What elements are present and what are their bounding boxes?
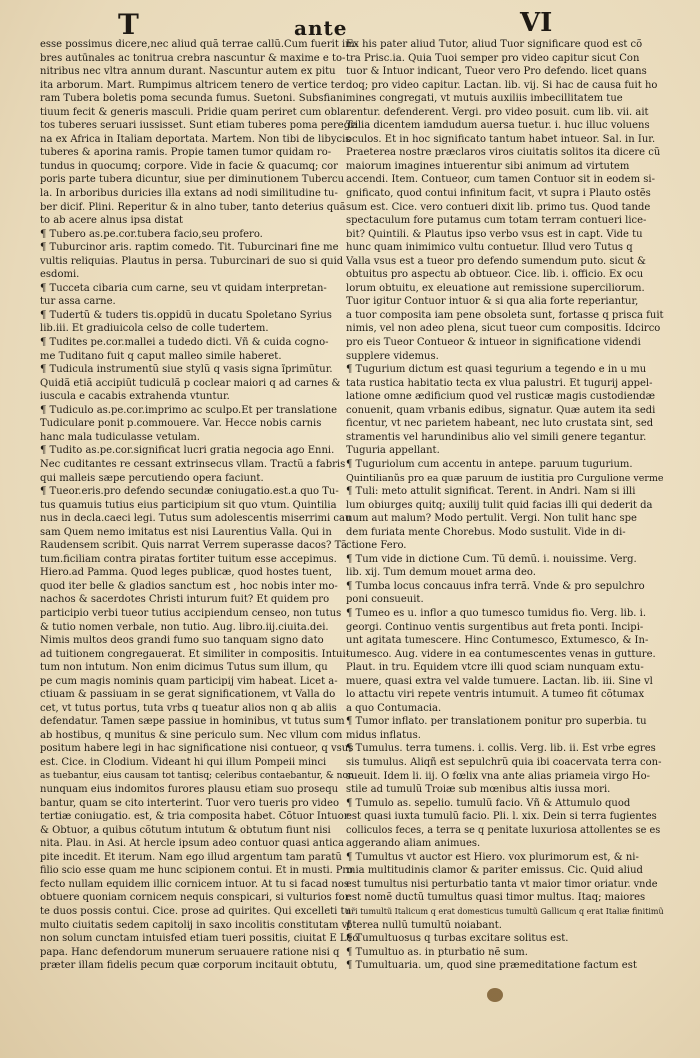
- text-line: & tutio nomen verbale, non tutio. Aug. libro.iij.ciuita.dei.: [40, 621, 329, 633]
- text-line: tos tuberes seruari iussisset. Sunt etiam tuberes poma peregri: [40, 120, 358, 132]
- text-line: ram Tubera boletis poma secunda fumus. Suetoni. Subsfiani: [40, 93, 346, 105]
- text-line: stile ad tumulũ Troiæ sub mœnibus altis iussa mori.: [346, 784, 611, 796]
- text-line: me Tuditano fuit q caput malleo simile haberet.: [40, 350, 282, 362]
- text-line: iuscula e cacabis extrahenda vtuntur.: [40, 391, 230, 403]
- text-line: nitribus nec vltra annum durant. Nascuntur autem ex pitu: [40, 66, 336, 78]
- text-line: Tudiculare ponit p.commouere. Var. Hecce nobis carnis: [40, 418, 322, 430]
- text-line: ¶ Tucceta cibaria cum carne, seu vt quidam interpretan-: [40, 282, 327, 294]
- text-line: tuor & Intuor indicant, Tueor vero Pro defendo. licet quans: [346, 66, 647, 78]
- text-line: vultis reliquias. Plautus in persa. Tuburcinari de suo si quid: [40, 255, 344, 267]
- text-line: to ab acere alnus ipsa distat: [40, 215, 184, 227]
- text-line: stramentis vel harundinibus alio vel simili genere tegantur.: [346, 431, 647, 443]
- text-line: pite incedit. Et iterum. Nam ego illud argentum tam paratũ: [40, 851, 342, 863]
- header-letter-right: VI: [520, 8, 553, 38]
- text-line: ad tuitionem congregauerat. Et similiter in compositis. Intui-: [40, 648, 350, 660]
- text-line: tum.ficiliam contra piratas fortiter tuitum esse accepimus.: [40, 553, 337, 565]
- text-line: nunquam eius indomitos furores plausu etiam suo prosequ: [40, 784, 339, 796]
- left-text-column: [40, 38, 358, 973]
- text-line: tus quamuis tutius eius participium sit quo vtum. Quintilia: [40, 499, 337, 511]
- text-line: gnificato, quod contui infinitum facit, vt supra i Plauto ostẽs: [346, 188, 651, 200]
- text-line: est tumultus nisi perturbatio tanta vt maior timor oriatur. vnde: [346, 878, 658, 890]
- text-line: nachos & sacerdotes Christi inturum fuit? Et quidem pro: [40, 594, 330, 606]
- text-line: lorum obtuitu, ex eleuatione aut remissione superciliorum.: [346, 282, 645, 294]
- text-line: supplere videmus.: [346, 350, 439, 362]
- text-line: sueuit. Idem li. iij. O fœlix vna ante alias priameia virgo Ho-: [346, 770, 651, 782]
- text-line: Quidã etiã accipiũt tudiculã p coclear maiori q ad carnes &: [40, 377, 341, 389]
- text-line: lib.iii. Et gradiuicola celso de colle tudertem.: [40, 323, 269, 335]
- text-line: obtuitus pro aspectu ab obtueor. Cice. lib. i. officio. Ex ocu: [346, 269, 644, 281]
- text-line: na ex Africa in Italiam deportata. Martem. Non tibi de libycis: [40, 133, 351, 145]
- text-line: Valla vsus est a tueor pro defendo sumendum puto. sicut &: [346, 255, 646, 267]
- text-line: georgi. Continuo ventis surgentibus aut freta ponti. Incipi-: [346, 621, 644, 633]
- text-line: midus inflatus.: [346, 729, 421, 741]
- text-line: & Obtuor, a quibus cõtutum intutum & obtutum fiunt nisi: [40, 824, 331, 836]
- text-line: Hiero.ad Pamma. Quod leges publicæ, quod hostes tuent,: [40, 567, 332, 579]
- text-line: Ex his pater aliud Tutor, aliud Tuor significare quod est cõ: [346, 39, 643, 50]
- text-line: ¶ Tumeo es u. inflor a quo tumesco tumidus fio. Verg. lib. i.: [346, 607, 646, 619]
- text-line: tundus in quocumq; corpore. Vide in facie & quacumq; cor: [40, 160, 338, 172]
- text-line: Tuor igitur Contuor intuor & si qua alia forte reperiantur,: [346, 296, 639, 308]
- text-line: est nomẽ ductũ tumultus quasi timor multus. Itaq; maiores: [346, 892, 646, 904]
- text-line: quod iter belle & gladios sanctum est , hoc nobis inter mo-: [40, 580, 338, 592]
- header-catchword: ante: [294, 16, 348, 40]
- text-line: doq; pro video capitur. Lactan. lib. vij. Si hac de causa fuit ho: [346, 79, 658, 91]
- text-line: ¶ Tumulus. terra tumens. i. collis. Verg. lib. ii. Est vrbe egres: [346, 743, 656, 755]
- text-line: dem furiata mente Chorebus. Modo sustulit. Vide in di-: [346, 526, 626, 538]
- text-line: nr̃i tumultũ Italicum q erat domesticus tumultũ Gallicum q erat Italiæ finitimũ: [346, 907, 664, 916]
- text-line: rentur. defenderent. Vergi. pro video posuit. cum lib. vii. ait: [346, 106, 649, 118]
- text-line: Praeterea nostre præclaros viros ciuitatis solitos ita dicere cũ: [346, 147, 661, 159]
- text-line: ¶ Tumor inflato. per translationem ponitur pro superbia. tu: [346, 716, 647, 728]
- text-line: tata rustica habitatio tecta ex vlua palustri. Et tugurij appel-: [346, 377, 653, 389]
- text-line: poris parte tubera dicuntur, siue per diminutionem Tubercu: [40, 174, 345, 186]
- text-line: bres autūnales ac tonitrua crebra nascuntur & maxime e to-: [40, 52, 346, 64]
- text-line: filio scio esse quam me hunc scipionem contui. Et in musti. Pro: [40, 865, 353, 877]
- text-line: tiuum fecit & generis masculi. Pridie quam periret cum obla: [40, 106, 347, 118]
- text-line: ¶ Tueor.eris.pro defendo secundæ coniugatio.est.a quo Tu-: [40, 486, 339, 498]
- text-line: esse possimus dicere,nec aliud quã terrae callũ.Cum fuerit im-: [40, 39, 358, 50]
- text-line: Quintilianũs pro ea quæ paruum de iustitia pro Curgulione verme: [346, 472, 664, 484]
- text-line: Tuguria appellant.: [346, 445, 440, 457]
- text-line: non solum cunctam intuisfed etiam tueri possitis, ciuitat E Leo: [40, 933, 358, 945]
- text-line: ¶ Tumultuosus q turbas excitare solitus est.: [346, 933, 569, 945]
- text-line: ¶ Tudito as.pe.cor.significat lucri gratia negocia ago Enni.: [40, 445, 335, 457]
- text-line: oculos. Et in hoc significato tantum habet intueor. Sal. in Iur.: [346, 133, 656, 145]
- text-line: sis tumulus. Aliqñ est sepulchrũ quia ibi coacervata terra con-: [346, 756, 662, 768]
- text-line: ¶ Tuli: meto attulit significat. Terent. in Andri. Nam si illi: [346, 486, 636, 498]
- right-text-column: [346, 38, 664, 973]
- text-line: aggerando aliam animues.: [346, 838, 481, 850]
- text-line: nita. Plau. in Asi. At hercle ipsum adeo contuor quasi antica: [40, 838, 344, 850]
- text-line: num aut malum? Modo pertulit. Vergi. Non tulit hanc spe: [346, 513, 637, 525]
- text-line: tertiæ coniugatio. est, & tria composita habet. Cõtuor Intuor: [40, 811, 349, 823]
- text-line: Nec cuditantes re cessant extrinsecus vllam. Tractũ a fabris: [40, 458, 346, 470]
- text-line: ¶ Tudiculo as.pe.cor.imprimo ac sculpo.Et per translatione: [40, 404, 338, 416]
- text-line: muere, quasi extra vel valde tumuere. Lactan. lib. iii. Sine vl: [346, 675, 653, 687]
- text-line: lo attactu viri repete ventris intumuit. A tumeo fit cõtumax: [346, 689, 645, 701]
- text-line: ¶ Tumulo as. sepelio. tumulũ facio. Vñ & Attumulo quod: [346, 797, 631, 809]
- text-line: obtuere quoniam cornicem nequis conspicari, si vulturios for: [40, 892, 350, 904]
- text-line: ¶ Tudites pe.cor.mallei a tudedo dicti. Vñ & cuida cogno-: [40, 337, 329, 349]
- text-line: ficentur, vt nec parietem habeant, nec luto crustata sint, sed: [346, 418, 654, 430]
- text-line: ita arborum. Mart. Rumpimus altricem tenero de vertice ter: [40, 79, 346, 91]
- text-line: tuberes & aporina ramis. Propie tamen tumor quidam ro-: [40, 147, 332, 159]
- text-line: ¶ Tum vide in dictione Cum. Tũ demũ. i. nouissime. Verg.: [346, 553, 637, 565]
- text-line: ctiuam & passiuam in se gerat significationem, vt Valla do: [40, 689, 336, 701]
- text-line: mia multitudinis clamor & pariter emissus. Cic. Quid aliud: [346, 865, 643, 877]
- text-line: papa. Hanc defendorum munerum seruauere ratione nisi q: [40, 946, 340, 958]
- running-header: [0, 6, 700, 40]
- text-line: hanc mala tudiculasse vetulam.: [40, 431, 200, 443]
- text-line: positum habere legi in hac significatione nisi contueor, q vsus: [40, 743, 354, 755]
- text-line: accendi. Item. Contueor, cum tamen Contuor sit in eodem si-: [346, 174, 655, 186]
- text-line: Talia dicentem iamdudum auersa tuetur. i. huc illuc voluens: [346, 120, 650, 132]
- text-line: poni consueuit.: [346, 594, 424, 606]
- text-line: latione omne ædificium quod vel rusticæ magis custodiendæ: [346, 391, 656, 403]
- text-line: te duos possis contui. Cice. prose ad quirites. Qui excelleti tu: [40, 906, 351, 917]
- text-line: sam Quem nemo imitatus est nisi Laurentius Valla. Qui in: [40, 526, 332, 538]
- text-line: nimis, vel non adeo plena, sicut tueor cum compositis. Idcirco: [346, 323, 661, 335]
- text-line: a tuor composita iam pene obsoleta sunt, fortasse q prisca fuit: [346, 309, 664, 321]
- text-line: ¶ Tudertũ & tuders tis.oppidũ in ducatu Spoletano Syrius: [40, 309, 332, 321]
- text-line: participio verbi tueor tutius accipiendum censeo, non tutus: [40, 607, 342, 619]
- text-line: lum obiurges quitq; auxilij tulit quid facias illi qui dederit da: [346, 499, 653, 511]
- header-letter-left: T: [118, 8, 139, 41]
- text-line: præter illam fidelis pecum quæ corporum incitauit obtutu,: [40, 960, 338, 972]
- text-line: tumesco. Aug. videre in ea contumescentes venas in gutture.: [346, 648, 656, 660]
- text-line: tra Prisc.ia. Quia Tuoi semper pro video capitur sicut Con: [346, 52, 640, 64]
- text-line: est quasi iuxta tumulũ facio. Pli. l. xix. Dein si terra fugientes: [346, 811, 657, 823]
- text-line: bit? Quintili. & Plautus ipso verbo vsus est in capt. Vide tu: [346, 228, 643, 240]
- text-line: conuenit, quam vrbanis edibus, signatur. Quæ autem ita sedi: [346, 404, 656, 416]
- text-line: esdomi.: [40, 269, 80, 281]
- text-line: unt agitata tumescere. Hinc Contumesco, Extumesco, & In-: [346, 635, 649, 647]
- text-line: a quo Contumacia.: [346, 702, 442, 714]
- text-line: tum non intutum. Non enim dicimus Tutus sum illum, qu: [40, 662, 328, 674]
- text-line: ber dicif. Plini. Reperitur & in alno tuber, tanto deterius quã: [40, 201, 346, 213]
- text-line: maiorum imagines intuerentur sibi animum ad virtutem: [346, 160, 630, 172]
- text-line: est. Cice. in Clodium. Videant hi qui illum Pompeii minci: [40, 756, 327, 768]
- text-line: nus in decla.caeci legi. Tutus sum adolescentis miserrimi cau: [40, 513, 352, 525]
- text-line: la. In arboribus duricies illa extans ad nodi similitudine tu-: [40, 188, 338, 200]
- text-line: tur assa carne.: [40, 296, 116, 308]
- text-line: hunc quam inimimico vultu contuetur. Illud vero Tutus q: [346, 242, 633, 254]
- text-line: ¶ Tudicula instrumentũ siue stylũ q vasis signa ĩprimũtur.: [40, 364, 333, 376]
- text-line: colliculos feces, a terra se q penitate luxuriosa attollentes se es: [346, 824, 661, 836]
- text-line: fecto nullam equidem illic cornicem intuor. At tu si facad nos: [40, 878, 350, 890]
- text-line: ¶ Tubero as.pe.cor.tubera facio,seu profero.: [40, 228, 263, 240]
- text-line: qui malleis sæpe percutiendo opera faciunt.: [40, 472, 264, 484]
- text-line: multo ciuitatis sedem capitolij in saxo incolitis constitutam vt: [40, 919, 352, 931]
- text-line: Raudensem scribit. Quis narrat Verrem superasse dacos? Tã: [40, 540, 347, 552]
- text-line: ¶ Tumultuaria. um, quod sine præmeditatione factum est: [346, 960, 637, 972]
- text-line: mines congregati, vt mutuis auxiliis imbecillitatem tue: [346, 93, 623, 105]
- text-line: Nimis multos deos grandi fumo suo tanquam signo dato: [40, 635, 324, 647]
- text-line: ab hostibus, q munitus & sine periculo sum. Nec vllum com: [40, 729, 343, 741]
- text-line: ¶ Tumultus vt auctor est Hiero. vox plurimorum est, & ni-: [346, 851, 639, 863]
- text-line: ¶ Tuguriolum cum accentu in antepe. paruum tugurium.: [346, 458, 633, 470]
- text-line: Plaut. in tru. Equidem vtcre illi quod sciam nunquam extu-: [346, 662, 644, 674]
- ink-smudge: [487, 988, 503, 1002]
- text-line: sum est. Cice. vero contueri dixit lib. primo tus. Quod tande: [346, 201, 651, 213]
- text-line: pro eis Tueor Contueor & intueor in significatione videndi: [346, 337, 641, 349]
- text-line: defendatur. Tamen sæpe passiue in hominibus, vt tutus sum: [40, 716, 345, 728]
- text-line: ¶ Tumba locus concauus infra terrã. Vnde & pro sepulchro: [346, 580, 645, 592]
- text-line: ¶ Tugurium dictum est quasi tegurium a tegendo e in u mu: [346, 364, 647, 376]
- text-line: ¶ Tuburcinor aris. raptim comedo. Tit. Tuburcinari fine me: [40, 242, 339, 254]
- text-line: spectaculum fore putamus cum totam terram contueri lice-: [346, 215, 647, 227]
- text-line: cet, vt tutus portus, tuta vrbs q tueatur alios non q ab aliis: [40, 702, 337, 714]
- text-line: ctione Fero.: [346, 540, 407, 552]
- text-line: pe cum magis nominis quam participij vim habeat. Licet a-: [40, 675, 338, 687]
- text-line: bantur, quam se cito interterint. Tuor vero tueris pro video: [40, 797, 339, 809]
- text-line: as tuebantur, eius causam tot tantisq; celeribus contaebantur, & non: [40, 770, 354, 781]
- text-line: p̃terea nullũ tumultũ noiabant.: [346, 919, 502, 931]
- text-line: ¶ Tumultuo as. in pturbatio nẽ sum.: [346, 946, 528, 958]
- text-line: lib. xij. Tum demum mouet arma deo.: [346, 567, 536, 579]
